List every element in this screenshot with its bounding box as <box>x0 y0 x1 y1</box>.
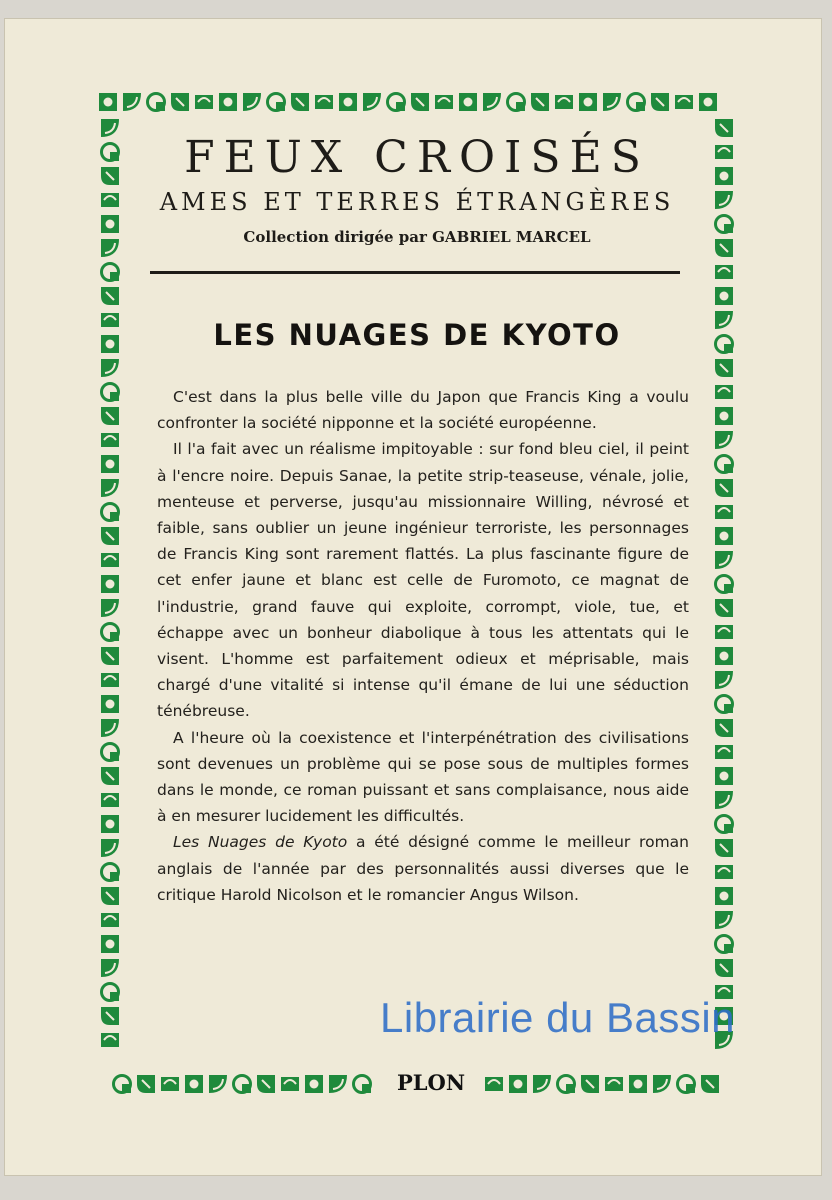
green-geometric-ornament-icon <box>328 1074 348 1094</box>
ornamental-border-bottom-left <box>110 1072 374 1096</box>
green-geometric-ornament-icon <box>714 766 734 786</box>
green-geometric-ornament-icon <box>714 910 734 930</box>
green-geometric-ornament-icon <box>714 502 734 522</box>
green-geometric-ornament-icon <box>714 550 734 570</box>
green-geometric-ornament-icon <box>714 574 734 594</box>
green-geometric-ornament-icon <box>100 982 120 1002</box>
green-geometric-ornament-icon <box>100 694 120 714</box>
green-geometric-ornament-icon <box>100 718 120 738</box>
green-geometric-ornament-icon <box>100 358 120 378</box>
green-geometric-ornament-icon <box>100 166 120 186</box>
green-geometric-ornament-icon <box>508 1074 528 1094</box>
green-geometric-ornament-icon <box>484 1074 504 1094</box>
green-geometric-ornament-icon <box>714 862 734 882</box>
green-geometric-ornament-icon <box>530 92 550 112</box>
green-geometric-ornament-icon <box>714 238 734 258</box>
green-geometric-ornament-icon <box>100 334 120 354</box>
book-title: LES NUAGES DE KYOTO <box>213 318 621 352</box>
green-geometric-ornament-icon <box>714 934 734 954</box>
green-geometric-ornament-icon <box>100 814 120 834</box>
green-geometric-ornament-icon <box>100 910 120 930</box>
blurb-book-title-italic: Les Nuages de Kyoto <box>173 833 348 852</box>
green-geometric-ornament-icon <box>714 958 734 978</box>
green-geometric-ornament-icon <box>100 526 120 546</box>
green-geometric-ornament-icon <box>100 286 120 306</box>
green-geometric-ornament-icon <box>458 92 478 112</box>
green-geometric-ornament-icon <box>386 92 406 112</box>
green-geometric-ornament-icon <box>100 262 120 282</box>
green-geometric-ornament-icon <box>146 92 166 112</box>
collection-title: FEUX CROISÉS <box>184 132 650 183</box>
header-divider <box>150 271 680 274</box>
green-geometric-ornament-icon <box>100 454 120 474</box>
green-geometric-ornament-icon <box>100 214 120 234</box>
green-geometric-ornament-icon <box>122 92 142 112</box>
green-geometric-ornament-icon <box>410 92 430 112</box>
green-geometric-ornament-icon <box>714 478 734 498</box>
green-geometric-ornament-icon <box>602 92 622 112</box>
collection-subtitle: AMES ET TERRES ÉTRANGÈRES <box>159 188 675 216</box>
green-geometric-ornament-icon <box>100 550 120 570</box>
green-geometric-ornament-icon <box>714 814 734 834</box>
green-geometric-ornament-icon <box>714 406 734 426</box>
green-geometric-ornament-icon <box>100 190 120 210</box>
ornamental-border-left <box>98 116 122 1052</box>
blurb-paragraph-4-rest: a été désigné comme le meilleur roman anglais de l'année par des personnalités aussi diverses que le critique Harold Nicolson et le romancier Angus Wilson. <box>157 833 689 904</box>
green-geometric-ornament-icon <box>100 742 120 762</box>
green-geometric-ornament-icon <box>100 1030 120 1050</box>
green-geometric-ornament-icon <box>100 574 120 594</box>
green-geometric-ornament-icon <box>266 92 286 112</box>
green-geometric-ornament-icon <box>578 92 598 112</box>
green-geometric-ornament-icon <box>100 598 120 618</box>
green-geometric-ornament-icon <box>304 1074 324 1094</box>
green-geometric-ornament-icon <box>352 1074 372 1094</box>
green-geometric-ornament-icon <box>208 1074 228 1094</box>
green-geometric-ornament-icon <box>100 118 120 138</box>
green-geometric-ornament-icon <box>160 1074 180 1094</box>
green-geometric-ornament-icon <box>714 790 734 810</box>
green-geometric-ornament-icon <box>714 382 734 402</box>
green-geometric-ornament-icon <box>290 92 310 112</box>
green-geometric-ornament-icon <box>100 1006 120 1026</box>
green-geometric-ornament-icon <box>280 1074 300 1094</box>
green-geometric-ornament-icon <box>100 502 120 522</box>
green-geometric-ornament-icon <box>698 92 718 112</box>
green-geometric-ornament-icon <box>100 406 120 426</box>
green-geometric-ornament-icon <box>218 92 238 112</box>
green-geometric-ornament-icon <box>604 1074 624 1094</box>
green-geometric-ornament-icon <box>714 214 734 234</box>
green-geometric-ornament-icon <box>100 790 120 810</box>
green-geometric-ornament-icon <box>100 622 120 642</box>
green-geometric-ornament-icon <box>714 118 734 138</box>
green-geometric-ornament-icon <box>676 1074 696 1094</box>
green-geometric-ornament-icon <box>714 886 734 906</box>
green-geometric-ornament-icon <box>714 454 734 474</box>
blurb-paragraph-1: C'est dans la plus belle ville du Japon que Francis King a voulu confronter la société nipponne et la société européenne. <box>157 388 689 433</box>
green-geometric-ornament-icon <box>98 92 118 112</box>
green-geometric-ornament-icon <box>314 92 334 112</box>
green-geometric-ornament-icon <box>714 598 734 618</box>
green-geometric-ornament-icon <box>714 838 734 858</box>
green-geometric-ornament-icon <box>628 1074 648 1094</box>
green-geometric-ornament-icon <box>580 1074 600 1094</box>
green-geometric-ornament-icon <box>674 92 694 112</box>
green-geometric-ornament-icon <box>232 1074 252 1094</box>
publisher-logo-text: PLON <box>384 1070 478 1096</box>
green-geometric-ornament-icon <box>556 1074 576 1094</box>
green-geometric-ornament-icon <box>434 92 454 112</box>
green-geometric-ornament-icon <box>100 958 120 978</box>
blurb-text <box>157 384 689 908</box>
green-geometric-ornament-icon <box>242 92 262 112</box>
green-geometric-ornament-icon <box>532 1074 552 1094</box>
green-geometric-ornament-icon <box>100 646 120 666</box>
green-geometric-ornament-icon <box>184 1074 204 1094</box>
green-geometric-ornament-icon <box>506 92 526 112</box>
green-geometric-ornament-icon <box>714 334 734 354</box>
green-geometric-ornament-icon <box>100 766 120 786</box>
green-geometric-ornament-icon <box>714 670 734 690</box>
green-geometric-ornament-icon <box>100 670 120 690</box>
green-geometric-ornament-icon <box>714 286 734 306</box>
green-geometric-ornament-icon <box>714 742 734 762</box>
green-geometric-ornament-icon <box>626 92 646 112</box>
green-geometric-ornament-icon <box>100 838 120 858</box>
green-geometric-ornament-icon <box>362 92 382 112</box>
green-geometric-ornament-icon <box>256 1074 276 1094</box>
ornamental-border-bottom-right <box>482 1072 722 1096</box>
green-geometric-ornament-icon <box>338 92 358 112</box>
green-geometric-ornament-icon <box>714 310 734 330</box>
green-geometric-ornament-icon <box>100 430 120 450</box>
ornamental-border-top <box>96 90 720 114</box>
green-geometric-ornament-icon <box>650 92 670 112</box>
green-geometric-ornament-icon <box>652 1074 672 1094</box>
bookseller-watermark: Librairie du Bassin <box>380 994 736 1041</box>
green-geometric-ornament-icon <box>112 1074 132 1094</box>
green-geometric-ornament-icon <box>170 92 190 112</box>
green-geometric-ornament-icon <box>714 262 734 282</box>
green-geometric-ornament-icon <box>482 92 502 112</box>
green-geometric-ornament-icon <box>714 526 734 546</box>
green-geometric-ornament-icon <box>714 190 734 210</box>
green-geometric-ornament-icon <box>714 718 734 738</box>
collection-director: Collection dirigée par GABRIEL MARCEL <box>243 228 591 246</box>
collection-header <box>150 132 684 246</box>
green-geometric-ornament-icon <box>100 886 120 906</box>
green-geometric-ornament-icon <box>100 862 120 882</box>
green-geometric-ornament-icon <box>714 430 734 450</box>
green-geometric-ornament-icon <box>100 934 120 954</box>
blurb-paragraph-3: A l'heure où la coexistence et l'interpénétration des civilisations sont devenues un problème qui se pose sous de multiples formes dans le monde, ce roman puissant et sans complaisance, nous aide à en mesurer lucidement les difficultés. <box>157 728 689 826</box>
green-geometric-ornament-icon <box>714 166 734 186</box>
green-geometric-ornament-icon <box>100 382 120 402</box>
green-geometric-ornament-icon <box>714 358 734 378</box>
green-geometric-ornament-icon <box>194 92 214 112</box>
blurb-paragraph-2: Il l'a fait avec un réalisme impitoyable : sur fond bleu ciel, il peint à l'encre noire. Depuis Sanae, la petite strip-teaseuse, vénale, jolie, menteuse et perverse, jusqu'au missionnaire Willing, névrosé et faible, sans oublier un jeune ingénieur terroriste, les personnages de Francis King sont rarement flattés. La plus fascinante figure de cet enfer jaune et blanc est celle de Furomoto, ce magnat de l'industrie, grand fauve qui exploite, corrompt, viole, tue, et échappe avec un bonheur diabolique à tous les attentats qui le visent. L'homme est parfaitement odieux et méprisable, mais chargé d'une vitalité si intense qu'il émane de lui une séduction ténébreuse. <box>157 440 689 721</box>
green-geometric-ornament-icon <box>100 238 120 258</box>
green-geometric-ornament-icon <box>136 1074 156 1094</box>
green-geometric-ornament-icon <box>714 142 734 162</box>
green-geometric-ornament-icon <box>714 694 734 714</box>
green-geometric-ornament-icon <box>100 310 120 330</box>
green-geometric-ornament-icon <box>100 142 120 162</box>
ornamental-border-right <box>712 116 736 1052</box>
blurb-paragraph-4 <box>157 829 689 908</box>
green-geometric-ornament-icon <box>714 622 734 642</box>
green-geometric-ornament-icon <box>554 92 574 112</box>
green-geometric-ornament-icon <box>700 1074 720 1094</box>
green-geometric-ornament-icon <box>714 646 734 666</box>
green-geometric-ornament-icon <box>100 478 120 498</box>
